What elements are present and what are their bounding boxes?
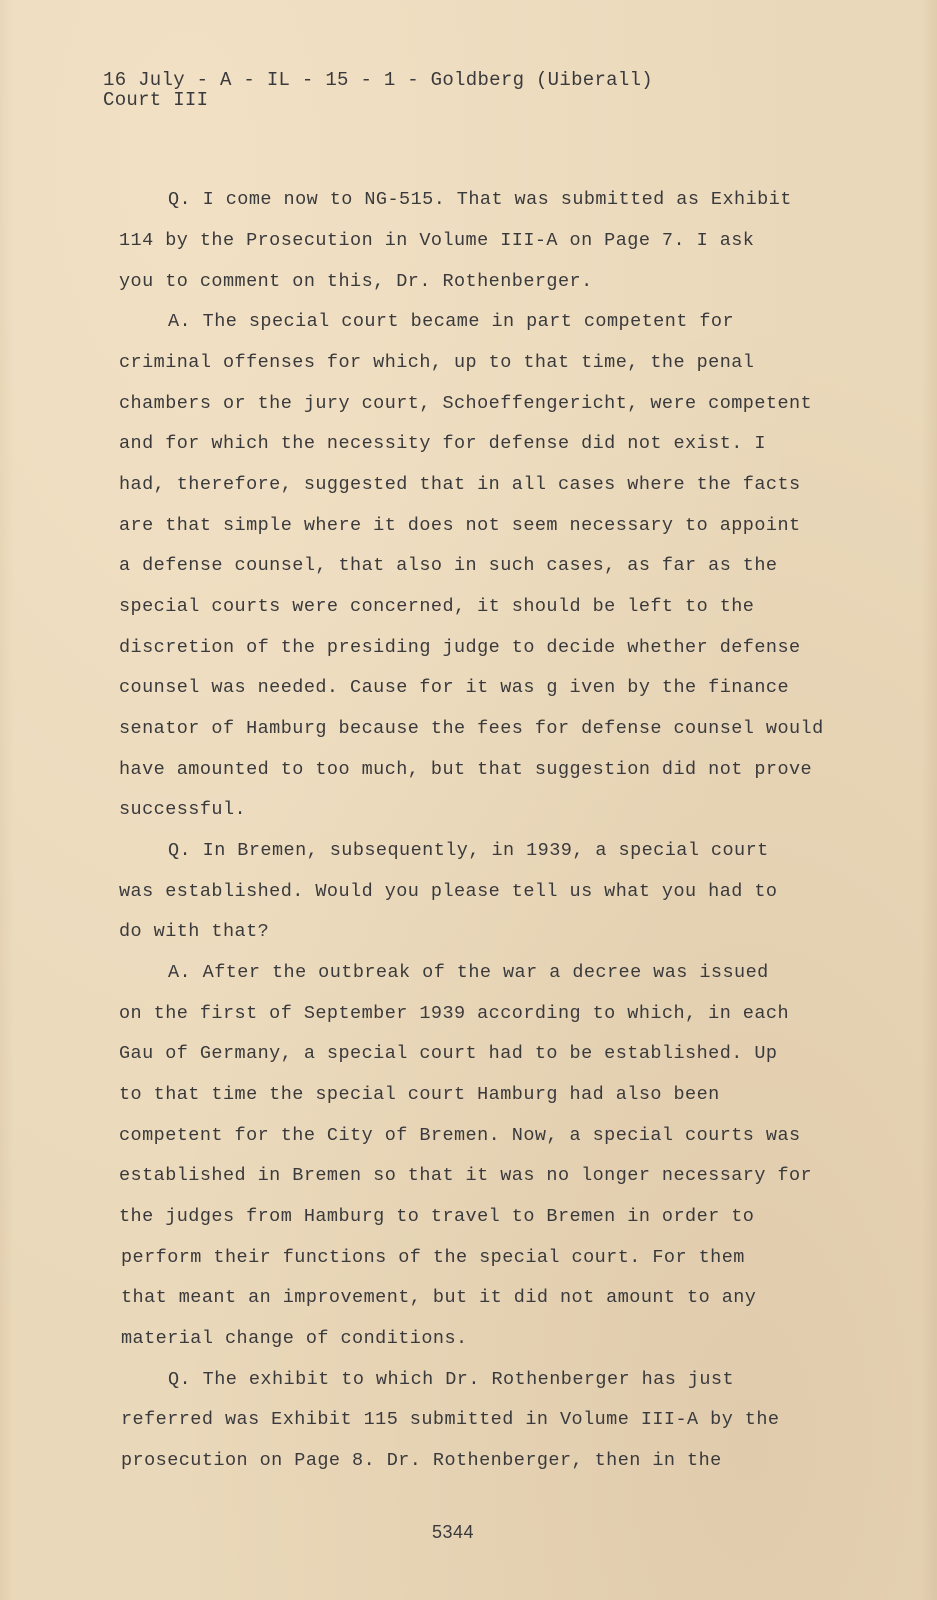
transcript-line: prosecution on Page 8. Dr. Rothenberger, then in the: [121, 1450, 722, 1471]
transcript-line: Gau of Germany, a special court had to be established. Up: [119, 1043, 778, 1064]
transcript-line: Q. In Bremen, subsequently, in 1939, a special court: [168, 840, 769, 861]
transcript-line: 114 by the Prosecution in Volume III-A on Page 7. I ask: [119, 230, 755, 251]
transcript-line: do with that?: [119, 921, 270, 942]
transcript-line: special courts were concerned, it should be left to the: [119, 596, 755, 617]
transcript-line: material change of conditions.: [121, 1328, 468, 1349]
page-number: 5344: [432, 1522, 475, 1542]
transcript-line: referred was Exhibit 115 submitted in Volume III-A by the: [121, 1409, 780, 1430]
transcript-line: and for which the necessity for defense did not exist. I: [119, 433, 766, 454]
transcript-line: Q. The exhibit to which Dr. Rothenberger has just: [168, 1369, 735, 1390]
transcript-line: are that simple where it does not seem necessary to appoint: [119, 515, 801, 536]
header-court-line: Court III: [103, 89, 209, 111]
transcript-line: was established. Would you please tell us what you had to: [119, 881, 778, 902]
transcript-line: that meant an improvement, but it did not amount to any: [121, 1287, 757, 1308]
transcript-line: established in Bremen so that it was no longer necessary for: [119, 1165, 813, 1186]
transcript-line: criminal offenses for which, up to that time, the penal: [119, 352, 755, 373]
transcript-line: discretion of the presiding judge to decide whether defense: [119, 637, 801, 658]
transcript-line: A. After the outbreak of the war a decree was issued: [168, 962, 769, 983]
transcript-line: successful.: [119, 799, 247, 820]
transcript-line: had, therefore, suggested that in all cases where the facts: [119, 474, 801, 495]
transcript-line: Q. I come now to NG-515. That was submitted as Exhibit: [168, 189, 792, 210]
transcript-line: A. The special court became in part competent for: [168, 311, 735, 332]
transcript-line: competent for the City of Bremen. Now, a special courts was: [119, 1125, 801, 1146]
document-header: [103, 70, 653, 110]
transcript-line: chambers or the jury court, Schoeffengericht, were competent: [119, 393, 813, 414]
transcript-line: senator of Hamburg because the fees for defense counsel would: [119, 718, 824, 739]
transcript-line: perform their functions of the special court. For them: [121, 1247, 745, 1268]
transcript-line: you to comment on this, Dr. Rothenberger.: [119, 271, 593, 292]
transcript-line: counsel was needed. Cause for it was g iven by the finance: [119, 677, 790, 698]
transcript-line: to that time the special court Hamburg had also been: [119, 1084, 720, 1105]
transcript-line: a defense counsel, that also in such cases, as far as the: [119, 555, 778, 576]
transcript-line: on the first of September 1939 according to which, in each: [119, 1003, 790, 1024]
transcript-line: the judges from Hamburg to travel to Bremen in order to: [119, 1206, 755, 1227]
transcript-line: have amounted to too much, but that suggestion did not prove: [119, 759, 813, 780]
header-session-line: 16 July - A - IL - 15 - 1 - Goldberg (Uiberall): [103, 69, 653, 91]
